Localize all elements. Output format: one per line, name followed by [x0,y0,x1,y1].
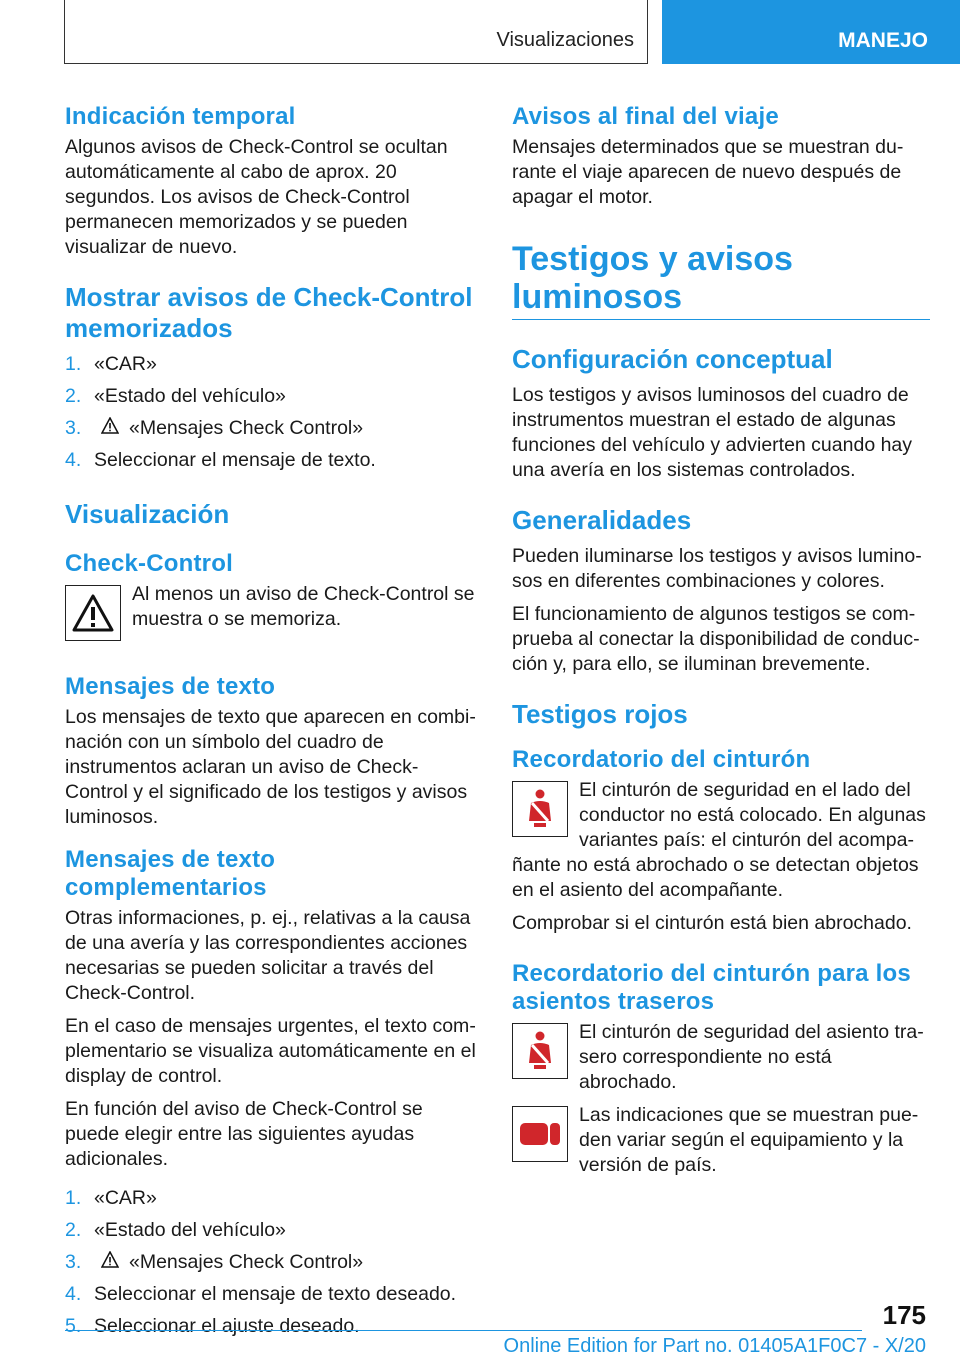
paragraph: El cinturón de seguridad en el lado del conductor no está colocado. En algunas variantes país: el cinturón del acompañante no está abrochado o se detectan objetos en el asiento del acompañante. [512,779,926,901]
heading-generalidades: Generalidades [512,505,692,535]
left-column [65,103,480,1349]
heading-avisos-final-viaje: Avisos al final del viaje [512,103,779,130]
edition-footer: Online Edition for Part no. 01405A1F0C7 - X/20 [503,1335,926,1357]
heading-visualizacion: Visualización [65,499,230,529]
paragraph: Las indicaciones que se muestran pueden variar según el equipamiento y la versión de país. [579,1104,919,1176]
heading-check-control: Check-Control [65,550,233,577]
paragraph: Los mensajes de texto que aparecen en combinación con un símbolo del cuadro de instrumentos aclaran un aviso de Check-Control y el significado de los testigos y avisos luminosos. [65,706,476,828]
steps-list [65,1186,480,1339]
rear-seatbelt-icon [512,1023,568,1079]
rear-seat-indicator-icon [512,1106,568,1162]
rear-seat-display-block [512,1103,930,1186]
list-item: 3. «Mensajes Check Control» [65,417,364,439]
heading-configuracion: Configuración conceptual [512,344,833,374]
chapter-heading-block [512,240,930,320]
rear-seatbelt-block [512,1020,930,1103]
page-number: 175 [882,1300,926,1330]
heading-indicacion-temporal: Indicación temporal [65,103,296,130]
right-column [512,103,930,1186]
list-item: 2. «Estado del vehículo» [65,1219,286,1241]
paragraph: Algunos avisos de Check-Control se ocultan automáticamente al cabo de aprox. 20 segundos. Los avisos de Check-Control permanecen memorizados y se pueden visualizar de nuevo. [65,136,448,258]
warning-triangle-icon [101,416,119,433]
footer-divider [65,1330,862,1331]
paragraph: Comprobar si el cinturón está bien abrochado. [512,912,912,934]
paragraph: En el caso de mensajes urgentes, el texto complementario se visualiza automáticamente en el display de control. [65,1015,476,1087]
list-item: 2. «Estado del vehículo» [65,385,286,407]
heading-mostrar-avisos: Mostrar avisos de Check-Control memorizados [65,282,473,343]
warning-triangle-icon [65,585,121,641]
check-control-block [65,582,480,647]
heading-mensajes-texto: Mensajes de texto [65,673,276,700]
section-header [64,0,648,64]
chapter-title: MANEJO [838,29,928,52]
chapter-tab [662,0,960,64]
list-item: 1. «CAR» [65,353,157,375]
list-item: 1. «CAR» [65,1187,157,1209]
list-item: 3. «Mensajes Check Control» [65,1251,364,1273]
seatbelt-block [512,778,930,903]
list-item: 4. Seleccionar el mensaje de texto deseado. [65,1283,457,1305]
paragraph: Pueden iluminarse los testigos y avisos luminosos en diferentes combinaciones y colores. [512,545,922,592]
steps-list [65,352,480,473]
paragraph: En función del aviso de Check-Control se puede elegir entre las siguientes ayudas adicionales. [65,1098,423,1170]
paragraph: El cinturón de seguridad del asiento trasero correspondiente no está abrochado. [579,1021,924,1093]
list-item: 4. Seleccionar el mensaje de texto. [65,449,376,471]
paragraph: Mensajes determinados que se muestran durante el viaje aparecen de nuevo después de apagar el motor. [512,136,904,208]
paragraph: Otras informaciones, p. ej., relativas a la causa de una avería y las correspondientes acciones necesarias se pueden solicitar a través del Check-Control. [65,907,471,1004]
heading-recordatorio-cinturon: Recordatorio del cinturón [512,746,811,773]
heading-testigos-rojos: Testigos rojos [512,699,688,729]
paragraph: Al menos un aviso de Check-Control se muestra o se memoriza. [132,583,475,630]
heading-testigos-avisos: Testigos y avisos luminosos [512,240,793,316]
section-title: Visualizaciones [496,29,634,51]
heading-mensajes-complementarios: Mensajes de texto complementarios [65,846,276,901]
paragraph: Los testigos y avisos luminosos del cuadro de instrumentos muestran el estado de algunas funciones del vehículo y advierten cuando hay una avería en los sistemas controlados. [512,384,913,481]
heading-recordatorio-traseros: Recordatorio del cinturón para los asientos traseros [512,960,911,1015]
seatbelt-icon [512,781,568,837]
warning-triangle-icon [101,1250,119,1267]
list-item: 5. Seleccionar el ajuste deseado. [65,1315,360,1337]
paragraph: El funcionamiento de algunos testigos se comprueba al conectar la disponibilidad de conducción y, para ello, se iluminan brevemente. [512,603,920,675]
